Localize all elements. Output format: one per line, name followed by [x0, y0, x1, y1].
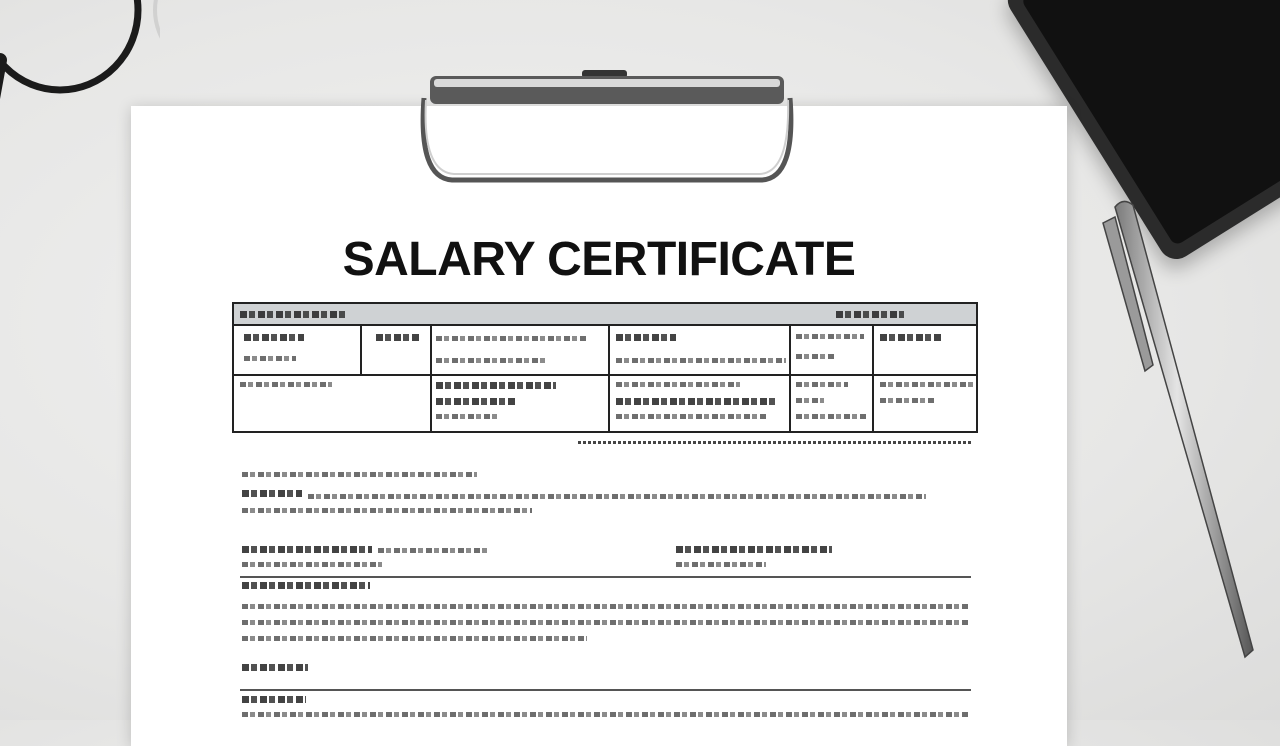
glasses-icon — [0, 0, 160, 110]
dotted-divider — [578, 441, 972, 444]
pen-icon — [1095, 195, 1265, 675]
employee-info-table — [232, 302, 978, 433]
clipboard-clip-icon — [412, 68, 802, 198]
page-title: SALARY CERTIFICATE — [342, 233, 856, 286]
section-rule-2 — [240, 689, 971, 691]
table-header-bar — [234, 304, 976, 326]
section-rule-1 — [240, 576, 971, 578]
